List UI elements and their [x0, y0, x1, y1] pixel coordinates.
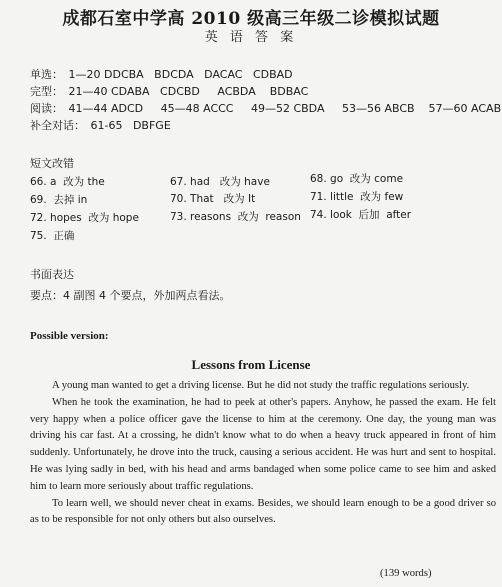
reading-label: 阅读： — [30, 102, 63, 115]
dialogue-label: 补全对话： — [30, 119, 85, 132]
page-title: 成都石室中学高 2010 级高三年级二诊模拟试题 — [62, 9, 440, 29]
essay-paragraph: A young man wanted to get a driving license. But he did not study the traffic regulations seriously. — [52, 380, 470, 391]
essay-body — [30, 378, 496, 529]
single-choice-range: 1—20 — [68, 68, 101, 81]
correction-item: 70. That 改为 It — [170, 193, 256, 205]
possible-version-label: Possible version: — [30, 330, 109, 342]
correction-item: 74. look 后加 after — [310, 209, 412, 221]
essay-paragraph: When he took the examination, he had to peek at other's papers. Anyhow, he passed the exam. He felt very happy when a police officer gave the license to him at the ceremony. One day, the young man was driving his car fast. At a crossing, he didn't know what to do when a heavy truck appeared in front of him suddenly. Unfortunately, he drove into the truck, causing a serious accident. He was hurt and sent to hospital. He was lying sadly in bed, with his head and arms bandaged when some police came to see him and asked him to learn more seriously about traffic regulations. — [30, 396, 496, 492]
correction-item: 68. go 改为 come — [310, 173, 404, 185]
correction-item: 75. 正确 — [30, 230, 75, 242]
correction-item: 67. had 改为 have — [170, 176, 270, 188]
cloze-answers: CDABA CDCBD ACBDA BDBAC — [111, 85, 309, 98]
correction-item: 66. a 改为 the — [30, 176, 105, 188]
word-count: (139 words) — [380, 568, 432, 579]
cloze-label: 完型： — [30, 85, 63, 98]
correction-item: 72. hopes 改为 hope — [30, 212, 139, 224]
correction-heading: 短文改错 — [30, 157, 74, 170]
writing-points: 要点：4 副图 4 个要点，外加两点看法。 — [30, 289, 231, 302]
correction-item: 73. reasons 改为 reason — [170, 211, 301, 223]
reading-answers: 41—44 ADCD 45—48 ACCC 49—52 CBDA 53—56 ABCB 57—60 ACAB — [68, 102, 502, 115]
answer-line-cloze — [30, 83, 308, 99]
correction-item: 71. little 改为 few — [310, 191, 404, 203]
page-subtitle: 英 语 答 案 — [204, 30, 298, 45]
writing-heading: 书面表达 — [30, 268, 74, 281]
answer-line-reading — [30, 100, 501, 116]
single-choice-label: 单选： — [30, 68, 63, 81]
correction-item: 69. 去掉 in — [30, 194, 88, 206]
answer-line-dialogue — [30, 117, 171, 133]
essay-title: Lessons from License — [191, 357, 311, 372]
essay-paragraph: To learn well, we should never cheat in exams. Besides, we should learn enough to be a good driver so as to be responsible for not only others but also ourselves. — [30, 497, 496, 526]
cloze-range: 21—40 — [68, 85, 108, 98]
answer-line-single-choice — [30, 66, 293, 82]
single-choice-answers: DDCBA BDCDA DACAC CDBAD — [104, 68, 293, 81]
dialogue-answers: 61-65 DBFGE — [90, 119, 171, 132]
